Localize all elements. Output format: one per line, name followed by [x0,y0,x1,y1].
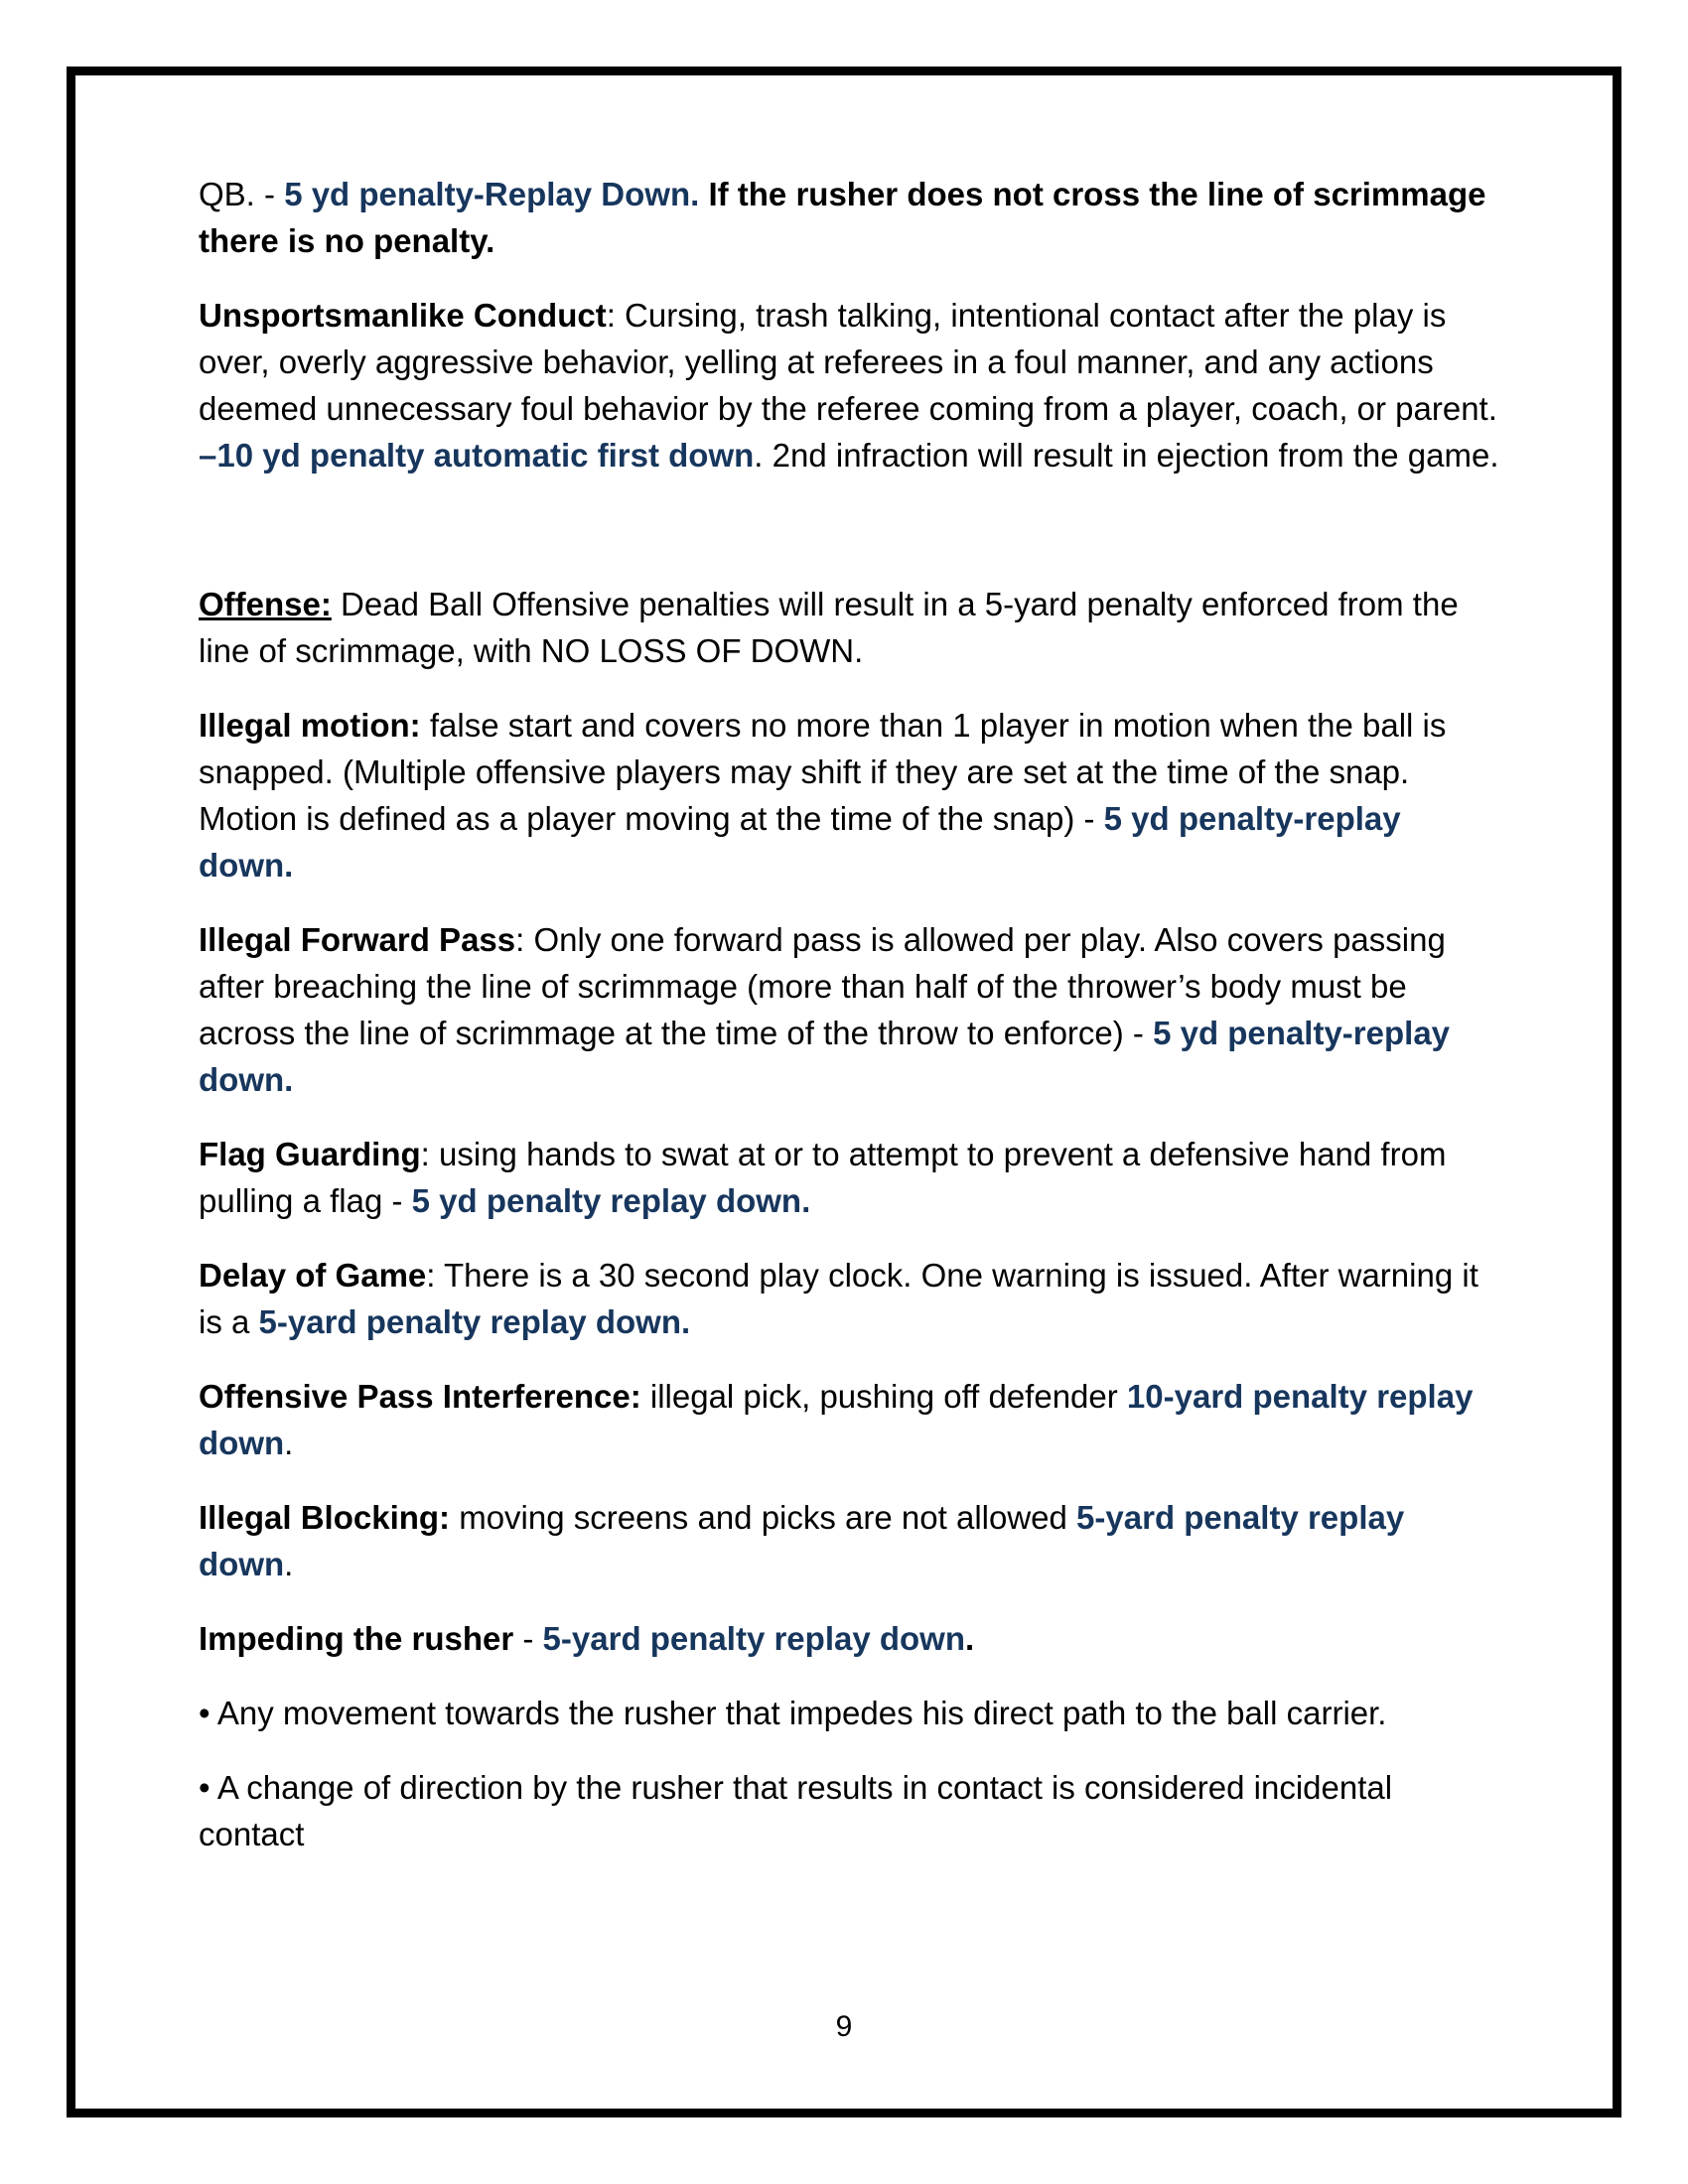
text-run: Offensive Pass Interference: [199,1378,641,1415]
text-run: 5-yard penalty replay down [199,1499,1405,1582]
text-run: false start and covers no more than 1 player in motion when the ball is snapped. (Multiple offensive players may shift if they are set at the time of the snap. Motion is defined as a player moving at the time of the snap) - [199,707,1447,837]
paragraph [199,1373,1499,1466]
paragraph [199,1252,1499,1345]
text-run: moving screens and picks are not allowed [450,1499,1077,1536]
paragraph [199,171,1499,264]
text-run: : using hands to swat at or to attempt to prevent a defensive hand from pulling a flag - [199,1136,1447,1219]
paragraph [199,1615,1499,1662]
paragraph [199,916,1499,1103]
text-run: If the rusher does not cross the line of scrimmage there is no penalty. [199,176,1486,259]
text-run: 5 yd penalty-replay down. [199,1015,1451,1098]
text-run: Delay of Game [199,1257,427,1294]
text-run: . [284,1425,294,1461]
text-run: 5-yard penalty replay down [542,1620,966,1657]
text-run: 5-yard penalty replay down. [258,1303,691,1340]
text-run: : There is a 30 second play clock. One warning is issued. After warning it is a [199,1257,1478,1340]
text-run: Flag Guarding [199,1136,421,1172]
text-run: • Any movement towards the rusher that impedes his direct path to the ball carrier. [199,1695,1387,1731]
text-run: illegal pick, pushing off defender [640,1378,1127,1415]
text-run: : Cursing, trash talking, intentional contact after the play is over, overly aggressive behavior, yelling at referees in a foul manner, and any actions deemed unnecessary foul behavior by the referee coming from a player, coach, or parent. [199,297,1497,427]
paragraph [199,1764,1499,1857]
text-run: . [965,1620,975,1657]
text-run: . [284,1546,294,1582]
text-run: 5 yd penalty replay down. [411,1182,811,1219]
text-run: . 2nd infraction will result in ejection from the game. [754,437,1499,474]
text-run: Illegal motion: [199,707,421,744]
text-run: –10 yd penalty automatic first down [199,437,755,474]
text-run: : Only one forward pass is allowed per play. Also covers passing after breaching the line of scrimmage (more than half of the thrower’s body must be across the line of scrimmage at the time of the throw to enforce) - [199,921,1446,1051]
text-run: 5 yd penalty-Replay Down. [284,176,700,212]
paragraph [199,1494,1499,1587]
text-run: 10-yard penalty replay down [199,1378,1474,1461]
text-run: QB. - [199,176,285,212]
page-number: 9 [835,2010,853,2043]
text-run: Unsportsmanlike Conduct [199,297,607,334]
text-run: - [513,1620,543,1657]
paragraph [199,1690,1499,1736]
text-run: Dead Ball Offensive penalties will result in a 5-yard penalty enforced from the line of scrimmage, with NO LOSS OF DOWN. [199,586,1459,669]
text-run: 5 yd penalty-replay down. [199,800,1401,884]
blank-line [199,506,1499,553]
paragraph [199,581,1499,674]
paragraph [199,702,1499,888]
document-content [199,171,1499,1885]
paragraph [199,292,1499,478]
text-run: Illegal Forward Pass [199,921,516,958]
text-run: • A change of direction by the rusher that results in contact is considered incidental contact [199,1769,1393,1852]
text-run: Illegal Blocking: [199,1499,451,1536]
text-run: Offense: [199,586,332,622]
paragraph [199,1131,1499,1224]
text-run: Impeding the rusher [199,1620,514,1657]
